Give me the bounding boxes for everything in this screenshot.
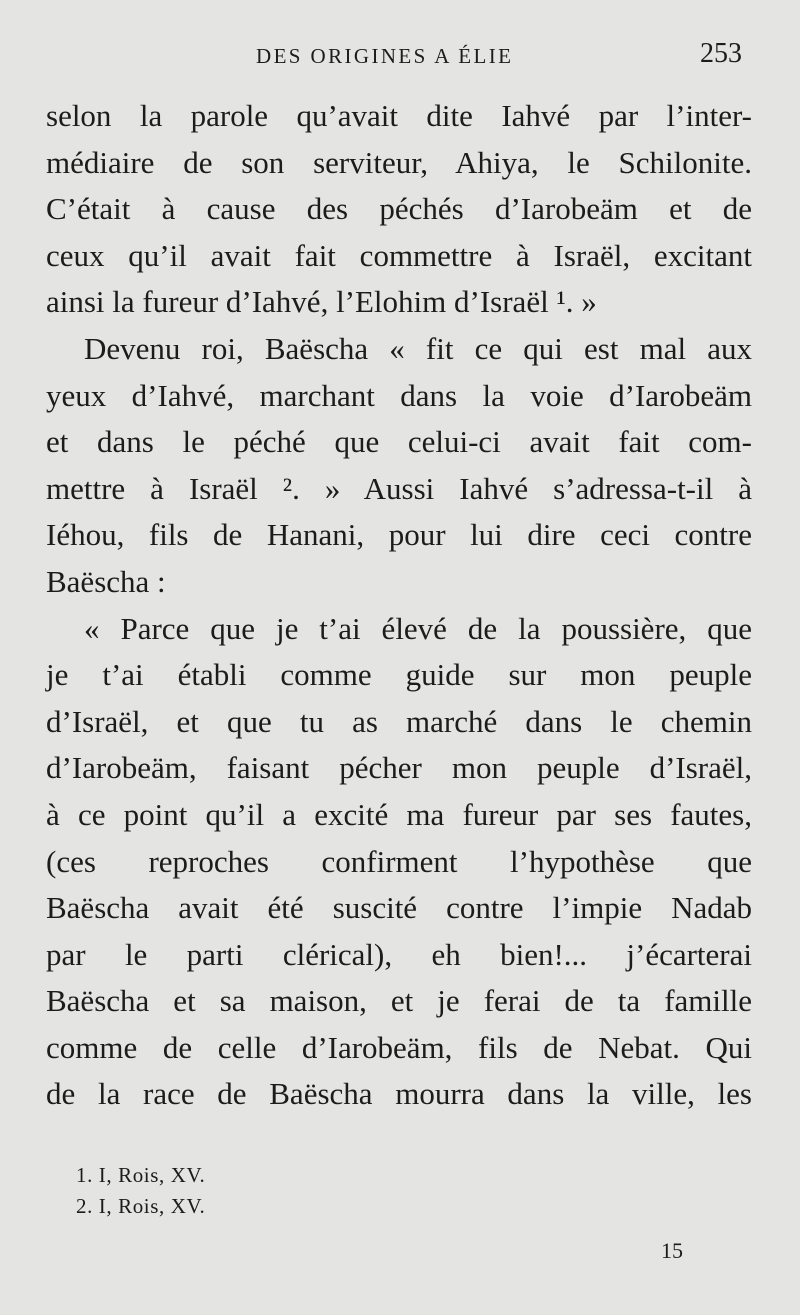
text-line: Iéhou, fils de Hanani, pour lui dire ceci contre	[46, 517, 752, 553]
text-line: à ce point qu’il a excité ma fureur par ses fautes,	[46, 796, 752, 832]
text-line: ainsi la fureur d’Iahvé, l’Elohim d’Israël ¹. »	[46, 284, 597, 320]
signature-mark: 15	[661, 1238, 683, 1263]
text-line: par le parti clérical), eh bien!... j’écarterai	[46, 936, 752, 972]
text-line: Baëscha et sa maison, et je ferai de ta famille	[46, 983, 752, 1019]
text-line: d’Israël, et que tu as marché dans le chemin	[46, 703, 752, 739]
text-line: de la race de Baëscha mourra dans la ville, les	[46, 1076, 752, 1112]
text-line: Baëscha avait été suscité contre l’impie Nadab	[46, 890, 752, 926]
text-line: (ces reproches confirment l’hypothèse que	[46, 843, 752, 879]
text-line: d’Iarobeäm, faisant pécher mon peuple d’Israël,	[46, 750, 752, 786]
text-line: mettre à Israël ². » Aussi Iahvé s’adressa-t-il à	[46, 470, 752, 506]
footnote: 2. I, Rois, XV.	[76, 1194, 206, 1218]
text-line: « Parce que je t’ai élevé de la poussière, que	[84, 610, 752, 646]
text-line: C’était à cause des péchés d’Iarobeäm et de	[46, 191, 752, 227]
text-line: je t’ai établi comme guide sur mon peuple	[46, 657, 752, 693]
text-line: et dans le péché que celui-ci avait fait com-	[46, 424, 752, 460]
text-line: selon la parole qu’avait dite Iahvé par l’inter-	[46, 98, 752, 133]
page-header	[0, 38, 800, 78]
footnote: 1. I, Rois, XV.	[76, 1163, 206, 1187]
running-title: DES ORIGINES A ÉLIE	[256, 44, 514, 68]
text-line: Baëscha :	[46, 563, 166, 599]
text-line: yeux d’Iahvé, marchant dans la voie d’Iarobeäm	[46, 377, 752, 413]
footnotes	[76, 1160, 205, 1222]
page-number: 253	[700, 38, 742, 69]
body-text	[46, 93, 752, 1118]
text-line: comme de celle d’Iarobeäm, fils de Nebat. Qui	[46, 1029, 752, 1065]
text-line: Devenu roi, Baëscha « fit ce qui est mal aux	[84, 330, 752, 366]
text-line: ceux qu’il avait fait commettre à Israël, excitant	[46, 237, 752, 273]
text-line: médiaire de son serviteur, Ahiya, le Schilonite.	[46, 144, 752, 180]
